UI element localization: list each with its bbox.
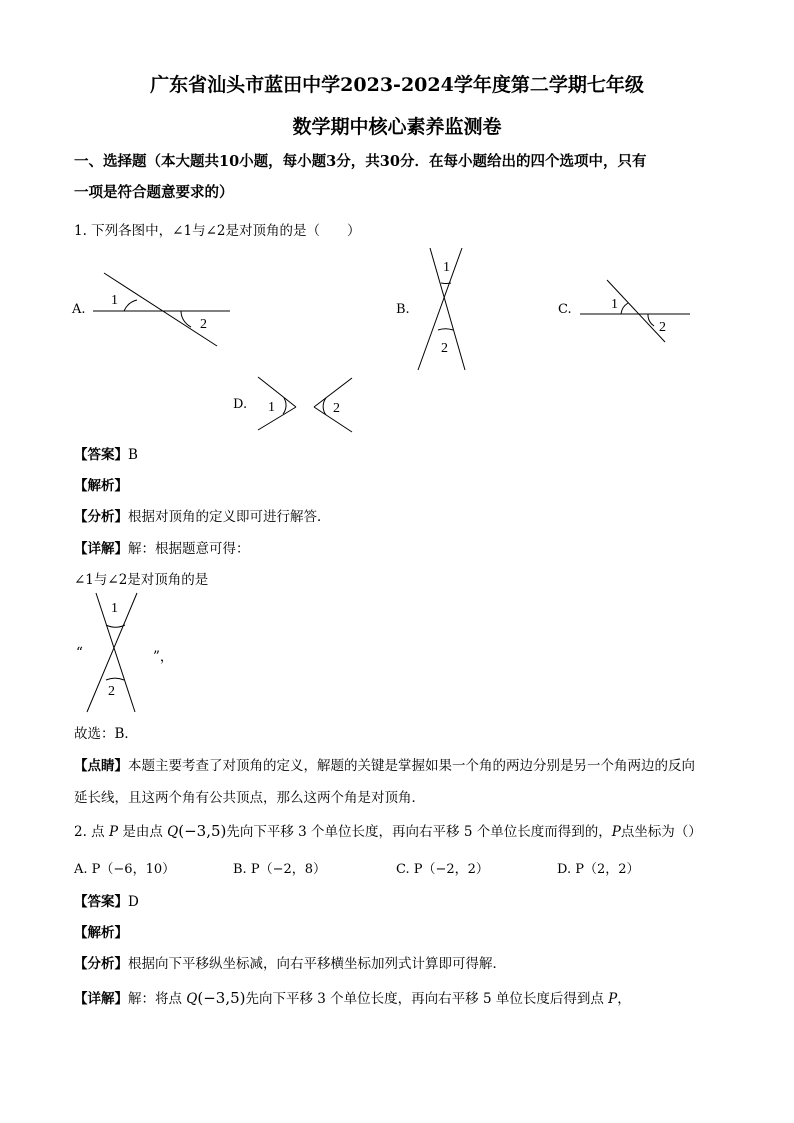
q1-option-d-label: D. [233, 397, 248, 412]
q2-option-d: D. P（2，2） [557, 862, 640, 877]
q1-dianjing: 【点睛】本题主要考查了对顶角的定义，解题的关键是掌握如果一个角的两边分别是另一个角两边的反向 [74, 758, 695, 774]
q1-d-angle2: 2 [333, 401, 340, 416]
q1-a-angle1: 1 [111, 293, 118, 308]
q2-xiangjie: 【详解】解：将点 Q(−3,5)先向下平移 3 个单位长度，再向右平移 5 单位长度后得到点 P， [74, 989, 631, 1007]
q1-c-angle1: 1 [611, 297, 618, 312]
q1-choose: 故选：B． [74, 726, 138, 742]
q1-fenxi: 【分析】根据对顶角的定义即可进行解答． [74, 509, 331, 525]
q2-stem: 2. 点 P 是由点 Q(−3,5)先向下平移 3 个单位长度，再向右平移 5 个单位长度而得到的，P点坐标为（） [74, 822, 702, 840]
q2-analysis-tag: 【解析】 [74, 925, 128, 941]
q1-dianjing-cont: 延长线，且这两个角有公共顶点，那么这两个角是对顶角． [74, 790, 425, 806]
q1-analysis-tag: 【解析】 [74, 478, 128, 494]
q1-d-angle1: 1 [268, 400, 275, 415]
q1-a-angle2: 2 [200, 317, 207, 332]
quote-open: “ [76, 645, 83, 661]
quote-close: ”， [153, 649, 174, 665]
q1-fig-angle1: 1 [111, 601, 118, 616]
q1-stem: 1. 下列各图中，∠1与∠2是对顶角的是（ ） [74, 223, 361, 239]
q2-option-a: A. P（−6，10） [74, 862, 176, 877]
q2-fenxi: 【分析】根据向下平移纵坐标减，向右平移横坐标加列式计算即可得解． [74, 956, 506, 972]
page-title: 广东省汕头市蓝田中学2023-2024学年度第二学期七年级 [150, 74, 644, 96]
q1-b-angle2: 2 [441, 341, 448, 356]
q1-fig-angle2: 2 [108, 684, 115, 699]
q1-line-angles: ∠1与∠2是对顶角的是 [74, 572, 209, 588]
section-heading: 一、选择题（本大题共10小题，每小题3分，共30分．在每小题给出的四个选项中，只有 [74, 153, 647, 170]
q2-option-b: B. P（−2，8） [233, 862, 326, 877]
q1-xiangjie: 【详解】解：根据题意可得： [74, 541, 250, 557]
q1-c-angle2: 2 [659, 320, 666, 335]
q1-option-b-label: B. [396, 302, 410, 317]
section-heading-cont: 一项是符合题意要求的） [74, 184, 234, 201]
q1-answer: 【答案】B [74, 447, 138, 463]
q2-option-c: C. P（−2，2） [396, 862, 489, 877]
q2-answer: 【答案】D [74, 894, 139, 910]
q1-b-angle1: 1 [443, 260, 450, 275]
q1-option-c-label: C. [558, 302, 572, 317]
page-subtitle: 数学期中核心素养监测卷 [292, 116, 502, 138]
q1-option-a-label: A. [72, 302, 86, 317]
